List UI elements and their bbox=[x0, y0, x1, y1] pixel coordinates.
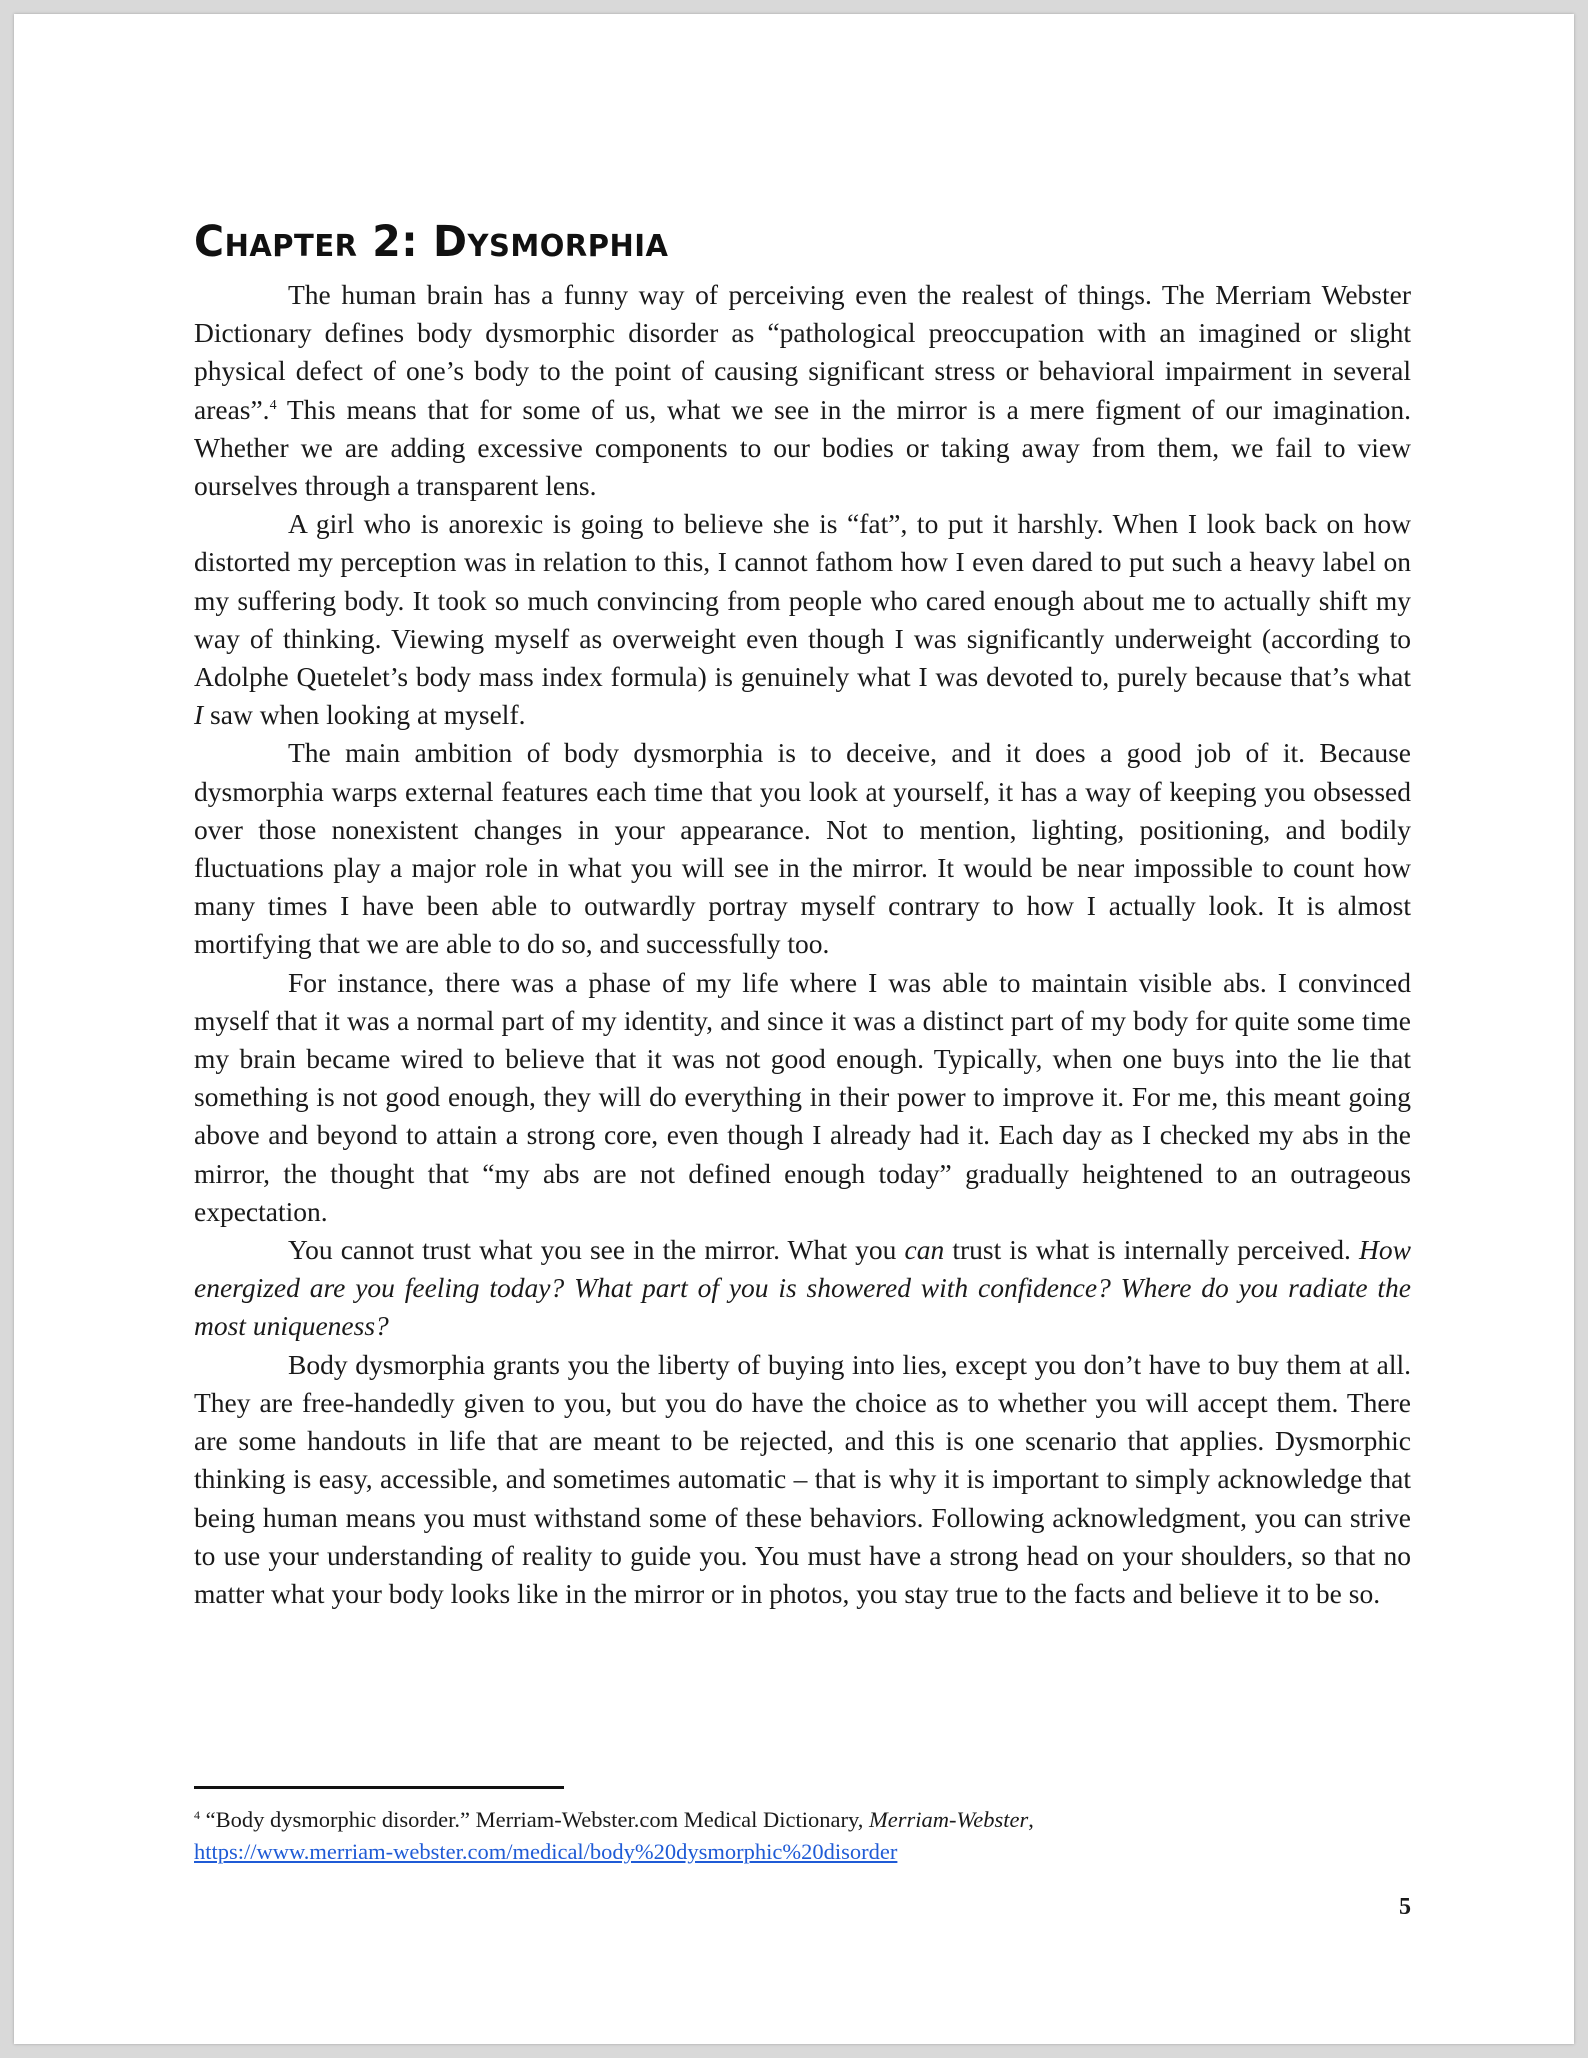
page-number: 5 bbox=[1399, 1894, 1411, 1920]
paragraph-text: The main ambition of body dysmorphia is to deceive, and it does a good job of it. Because dysmorphia warps external features each time that you look at yourself, it has a way of keeping you obsessed over those nonexistent changes in your appearance. Not to mention, lighting, positioning, and bodily fluctuations play a major role in what you will see in the mirror. It would be near impossible to count how many times I have been able to outwardly portray myself contrary to how I actually look. It is almost mortifying that we are able to do so, and successfully too. bbox=[194, 737, 1411, 960]
italic-text: I bbox=[194, 699, 204, 731]
paragraph-text: A girl who is anorexic is going to believe she is “fat”, to put it harshly. When I look back on how distorted my perception was in relation to this, I cannot fathom how I even dared to put such a heavy label on my suffering body. It took so much convincing from people who cared enough about me to actually shift my way of thinking. Viewing myself as overweight even though I was significantly underweight (according to Adolphe Quetelet’s body mass index formula) is genuinely what I was devoted to, purely because that’s what bbox=[194, 508, 1411, 693]
body-text bbox=[194, 276, 1411, 1613]
footnote-text-after: , bbox=[1028, 1807, 1034, 1832]
footnote-separator bbox=[194, 1786, 564, 1789]
chapter-title: Chapter 2: Dysmorphia bbox=[194, 216, 669, 267]
footnote-reference: 4 bbox=[269, 397, 277, 413]
page-content bbox=[194, 214, 1411, 1613]
italic-text: How energized are you feeling today? What part of you is showered with confidence? Where do you radiate the most uniqueness? bbox=[194, 1234, 1411, 1342]
paragraph-text: This means that for some of us, what we see in the mirror is a mere figment of our imagination. Whether we are adding excessive components to our bodies or taking away from them, we fail to view ourselves through a transparent lens. bbox=[194, 393, 1411, 502]
body-paragraph bbox=[194, 505, 1411, 734]
body-paragraph bbox=[194, 276, 1411, 505]
italic-text: can bbox=[904, 1234, 945, 1266]
footnote-link[interactable]: https://www.merriam-webster.com/medical/body%20dysmorphic%20disorder bbox=[194, 1839, 898, 1864]
footnote bbox=[194, 1804, 1411, 1868]
footnote-marker: 4 bbox=[194, 1808, 200, 1822]
paragraph-text: trust is what is internally perceived. bbox=[944, 1234, 1360, 1266]
document-page bbox=[14, 14, 1574, 2044]
footnote-source: Merriam-Webster bbox=[869, 1807, 1029, 1832]
paragraph-text: The human brain has a funny way of perceiving even the realest of things. The Merriam Webster Dictionary defines body dysmorphic disorder as “pathological preoccupation with an imagined or slight physical defect of one’s body to the point of causing significant stress or behavioral impairment in several areas”. bbox=[194, 279, 1411, 425]
paragraph-text: For instance, there was a phase of my life where I was able to maintain visible abs. I convinced myself that it was a normal part of my identity, and since it was a distinct part of my body for quite some time my brain became wired to believe that it was not good enough. Typically, when one buys into the lie that something is not good enough, they will do everything in their power to improve it. For me, this meant going above and beyond to attain a strong core, even though I already had it. Each day as I checked my abs in the mirror, the thought that “my abs are not defined enough today” gradually heightened to an outrageous expectation. bbox=[194, 966, 1411, 1227]
paragraph-text: saw when looking at myself. bbox=[203, 699, 526, 731]
paragraph-text: Body dysmorphia grants you the liberty of buying into lies, except you don’t have to buy them at all. They are free-handedly given to you, but you do have the choice as to whether you will accept them. There are some handouts in life that are meant to be rejected, and this is one scenario that applies. Dysmorphic thinking is easy, accessible, and sometimes automatic – that is why it is important to simply acknowledge that being human means you must withstand some of these behaviors. Following acknowledgment, you can strive to use your understanding of reality to guide you. You must have a strong head on your shoulders, so that no matter what your body looks like in the mirror or in photos, you stay true to the facts and believe it to be so. bbox=[194, 1348, 1411, 1609]
paragraph-text: You cannot trust what you see in the mirror. What you bbox=[288, 1234, 905, 1266]
body-paragraph bbox=[194, 1231, 1411, 1346]
body-paragraph bbox=[194, 964, 1411, 1231]
body-paragraph bbox=[194, 1346, 1411, 1613]
body-paragraph bbox=[194, 734, 1411, 963]
footnote-text: “Body dysmorphic disorder.” Merriam-Webster.com Medical Dictionary, bbox=[200, 1807, 870, 1832]
